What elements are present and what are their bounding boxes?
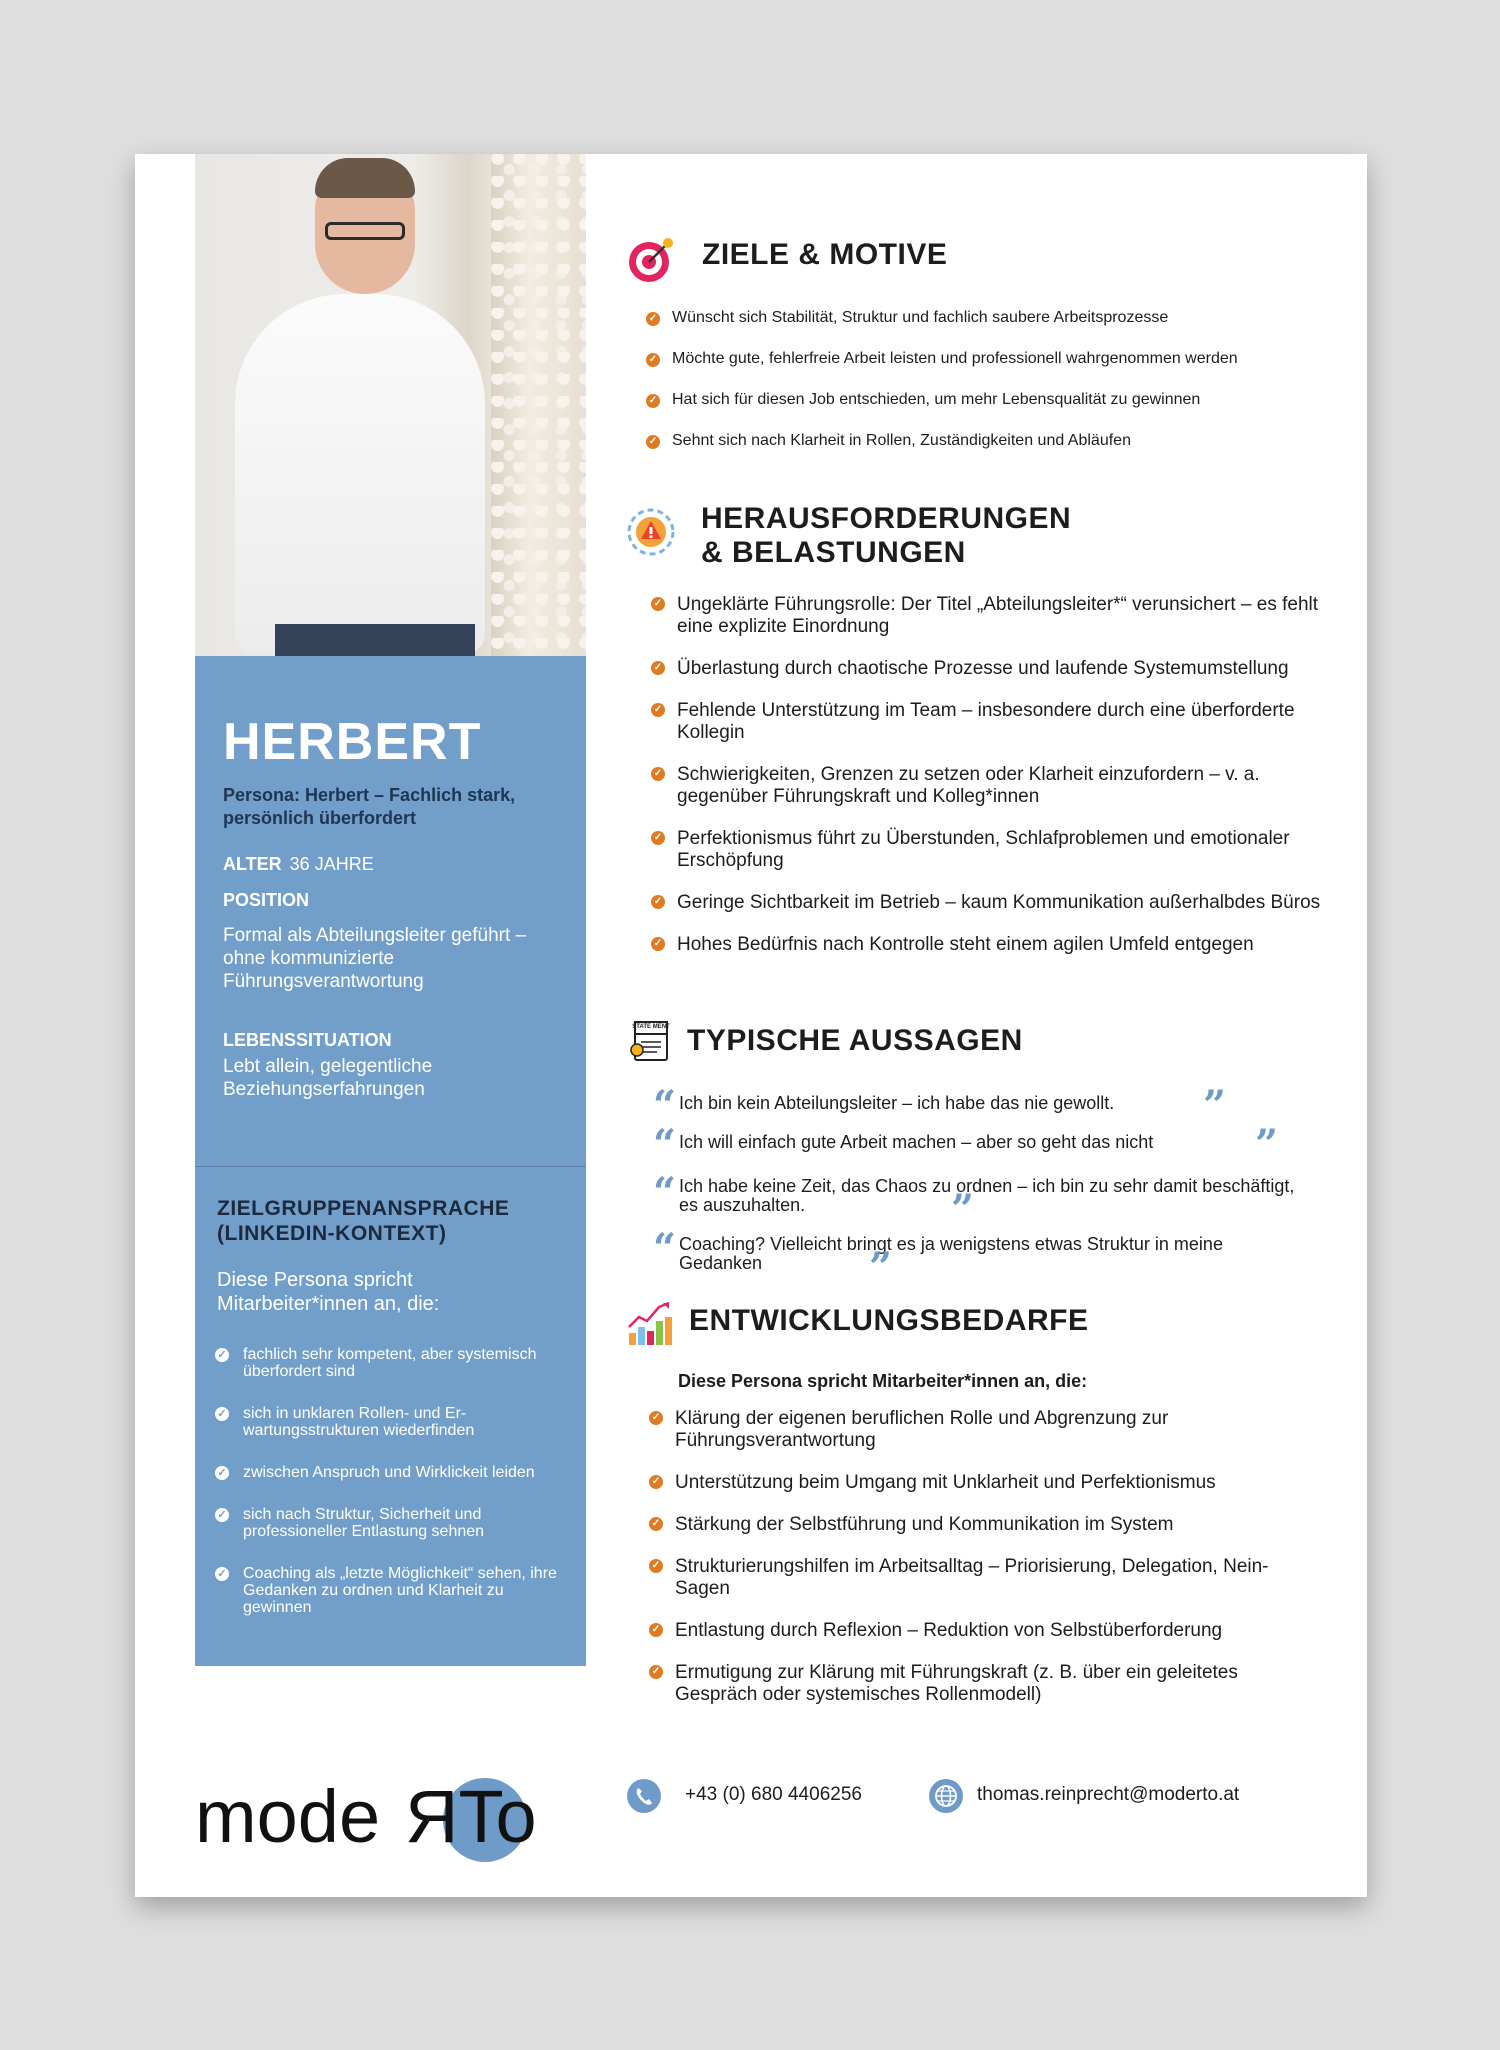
- persona-photo: [195, 154, 586, 656]
- target-heading: ZIELGRUPPENANSPRACHE (LINKEDIN-KONTEXT): [217, 1197, 510, 1245]
- list-item: ✓ Ungeklärte Führungsrolle: Der Titel „Abteilungsleiter*“ verunsichert – es fehlt eine explizite Einordnung: [677, 594, 1327, 638]
- check-icon: ✓: [215, 1508, 229, 1522]
- list-item: ✓ Coaching als „letzte Möglichkeit“ sehen, ihre Gedanken zu ordnen und Klarheit zu gewinnen: [215, 1565, 565, 1616]
- list-item: ✓ Geringe Sichtbarkeit im Betrieb – kaum Kommunikation außerhalbdes Büros: [677, 892, 1327, 914]
- check-icon: ✓: [651, 767, 665, 781]
- list-item: ✓ Ermutigung zur Klärung mit Führungskraft (z. B. über ein geleitetes Gespräch oder systemisches Rollenmodell): [675, 1662, 1315, 1706]
- open-quote-icon: “: [653, 1082, 677, 1129]
- check-icon: ✓: [649, 1475, 663, 1489]
- close-quote-icon: ”: [951, 1186, 975, 1233]
- age-label: ALTER: [223, 854, 282, 874]
- list-item: ✓ Strukturierungshilfen im Arbeitsalltag – Priorisierung, Delegation, Nein-Sagen: [675, 1556, 1315, 1600]
- list-item: ✓ Stärkung der Selbstführung und Kommunikation im System: [675, 1514, 1315, 1536]
- open-quote-icon: “: [653, 1169, 677, 1216]
- life-label: LEBENSSITUATION: [223, 1030, 392, 1050]
- growth-chart-icon: [625, 1299, 675, 1349]
- statement-icon-label: STATE MENT: [632, 1024, 670, 1030]
- check-icon: ✓: [215, 1466, 229, 1480]
- check-icon: ✓: [646, 394, 660, 408]
- list-item: ✓ Entlastung durch Reflexion – Reduktion von Selbstüberforderung: [675, 1620, 1315, 1642]
- persona-tagline: Persona: Herbert – Fachlich stark, persönlich überfordert: [223, 785, 516, 828]
- life-text: Lebt allein, gelegentliche Beziehungserfahrungen: [223, 1056, 433, 1100]
- list-item: ✓ sich nach Struktur, Sicherheit und professioneller Entlastung sehnen: [215, 1506, 565, 1540]
- list-item: ✓ Möchte gute, fehlerfreie Arbeit leisten und professionell wahrgenommen werden: [672, 350, 1282, 368]
- open-quote-icon: “: [653, 1121, 677, 1168]
- close-quote-icon: ”: [869, 1244, 893, 1291]
- check-icon: ✓: [215, 1348, 229, 1362]
- development-subtitle: Diese Persona spricht Mitarbeiter*innen an, die:: [678, 1371, 1088, 1391]
- list-item: ✓ Fehlende Unterstützung im Team – insbesondere durch eine überforderte Kollegin: [677, 700, 1327, 744]
- quote-item: “ Ich bin kein Abteilungsleiter – ich habe das nie gewollt. ”: [653, 1082, 1227, 1129]
- check-icon: ✓: [651, 831, 665, 845]
- check-icon: ✓: [215, 1407, 229, 1421]
- position-text: Formal als Abteilungsleiter geführt – ohne kommunizierte Führungsverantwortung: [223, 925, 527, 992]
- list-item: ✓ Klärung der eigenen beruflichen Rolle und Abgrenzung zur Führungsverantwortung: [675, 1408, 1315, 1452]
- challenges-list: [653, 594, 1327, 956]
- check-icon: ✓: [649, 1411, 663, 1425]
- age-row: [223, 854, 374, 875]
- check-icon: ✓: [649, 1665, 663, 1679]
- goals-title: ZIELE & MOTIVE: [702, 238, 948, 271]
- list-item: ✓ Wünscht sich Stabilität, Struktur und fachlich saubere Arbeitsprozesse: [672, 309, 1282, 327]
- check-icon: ✓: [651, 937, 665, 951]
- warning-icon: [625, 506, 677, 558]
- check-icon: ✓: [651, 895, 665, 909]
- statement-icon: [629, 1018, 673, 1062]
- check-icon: ✓: [649, 1517, 663, 1531]
- list-item: ✓ sich in unklaren Rollen- und Er-wartungsstrukturen wiederfinden: [215, 1405, 565, 1439]
- close-quote-icon: ”: [1203, 1082, 1227, 1129]
- list-item: ✓ Unterstützung beim Umgang mit Unklarheit und Perfektionismus: [675, 1472, 1315, 1494]
- list-item: ✓ Perfektionismus führt zu Überstunden, Schlafproblemen und emotionaler Erschöpfung: [677, 828, 1327, 872]
- moderto-logo: [195, 1754, 575, 1864]
- logo-text-left: mode: [195, 1775, 381, 1858]
- open-quote-icon: “: [653, 1225, 677, 1272]
- list-item: ✓ zwischen Anspruch und Wirklickeit leiden: [215, 1464, 565, 1481]
- target-list: [215, 1346, 565, 1641]
- challenges-title: HERAUSFORDERUNGEN & BELASTUNGEN: [701, 502, 1072, 569]
- check-icon: ✓: [215, 1567, 229, 1581]
- check-icon: ✓: [646, 353, 660, 367]
- email-address[interactable]: thomas.reinprecht@moderto.at: [977, 1784, 1240, 1805]
- persona-name: HERBERT: [223, 713, 482, 771]
- check-icon: ✓: [651, 703, 665, 717]
- target-intro: Diese Persona spricht Mitarbeiter*innen an, die:: [217, 1269, 440, 1315]
- check-icon: ✓: [651, 597, 665, 611]
- close-quote-icon: ”: [1255, 1121, 1279, 1168]
- development-title: ENTWICKLUNGSBEDARFE: [689, 1304, 1089, 1337]
- list-item: ✓ Überlastung durch chaotische Prozesse und laufende Systemumstellung: [677, 658, 1327, 680]
- list-item: ✓ Sehnt sich nach Klarheit in Rollen, Zuständigkeiten und Abläufen: [672, 432, 1282, 450]
- age-value: 36 JAHRE: [289, 854, 374, 874]
- development-list: [651, 1408, 1315, 1706]
- list-item: ✓ Hat sich für diesen Job entschieden, um mehr Lebensqualität zu gewinnen: [672, 391, 1282, 409]
- globe-icon: [929, 1779, 963, 1813]
- check-icon: ✓: [649, 1559, 663, 1573]
- profile-panel: [195, 656, 586, 1666]
- goals-list: [648, 309, 1282, 450]
- quote-item: “ Ich habe keine Zeit, das Chaos zu ordnen – ich bin zu sehr damit beschäftigt, es auszuhalten. ”: [653, 1169, 1295, 1233]
- target-icon: [625, 234, 677, 286]
- check-icon: ✓: [646, 312, 660, 326]
- phone-icon: [627, 1779, 661, 1813]
- list-item: ✓ fachlich sehr kompetent, aber systemisch überfordert sind: [215, 1346, 565, 1380]
- logo-text-right: ЯTo: [405, 1775, 537, 1858]
- quotes-title: TYPISCHE AUSSAGEN: [687, 1024, 1023, 1057]
- quote-item: “ Ich will einfach gute Arbeit machen – aber so geht das nicht ”: [653, 1121, 1279, 1168]
- check-icon: ✓: [651, 661, 665, 675]
- panel-divider: [195, 1166, 586, 1167]
- list-item: ✓ Schwierigkeiten, Grenzen zu setzen oder Klarheit einzufordern – v. a. gegenüber Führungskraft und Kolleg*innen: [677, 764, 1327, 808]
- position-label: POSITION: [223, 890, 310, 910]
- phone-number[interactable]: +43 (0) 680 4406256: [685, 1784, 862, 1805]
- quote-item: “ Coaching? Vielleicht bringt es ja wenigstens etwas Struktur in meine Gedanken ”: [653, 1225, 1223, 1291]
- check-icon: ✓: [649, 1623, 663, 1637]
- list-item: ✓ Hohes Bedürfnis nach Kontrolle steht einem agilen Umfeld entgegen: [677, 934, 1327, 956]
- persona-sheet: [135, 154, 1367, 1897]
- check-icon: ✓: [646, 435, 660, 449]
